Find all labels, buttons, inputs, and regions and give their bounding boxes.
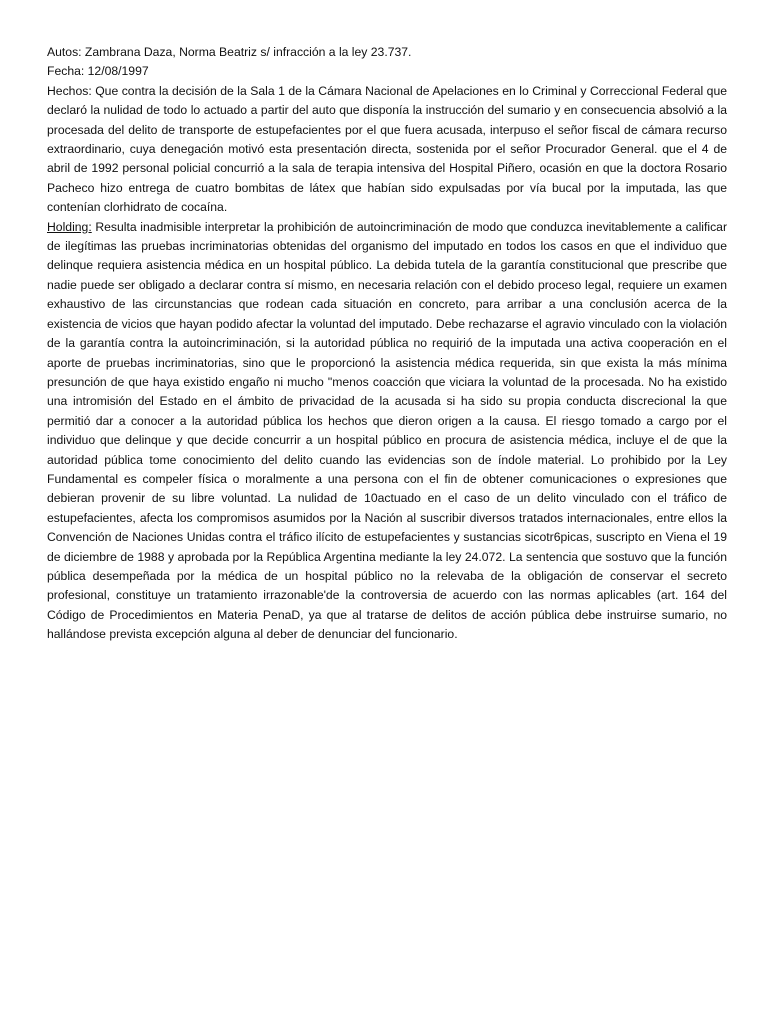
hechos-text: Que contra la decisión de la Sala 1 de la Cámara Nacional de Apelaciones en lo Criminal y Correccional Federal que declaró la nulidad de todo lo actuado a partir del auto que disponía la instrucción del sumario y en consecuencia absolvió a la procesada del delito de transporte de estupefacientes por el que fuera acusada, interpuso el señor fiscal de cámara recurso extraordinario, cuya denegación motivó esta presentación directa, sostenida por el señor Procurador General. que el 4 de abril de 1992 personal policial concurrió a la sala de terapia intensiva del Hospital Piñero, ocasión en que la doctora Rosario Pacheco hizo entrega de cuatro bombitas de látex que habían sido expulsadas por vía bucal por la imputada, las que contenían clorhidrato de cocaína. [47,83,727,215]
hechos-paragraph [47,82,727,218]
holding-label: Holding: [47,219,92,234]
autos-line: Autos: Zambrana Daza, Norma Beatriz s/ infracción a la ley 23.737. [47,45,412,59]
holding-text: Resulta inadmisible interpretar la prohibición de autoincriminación de modo que conduzca inevitablemente a calificar de ilegítimas las pruebas incriminatorias obtenidas del organismo del imputado en todos los casos en que el individuo que delinque requiera asistencia médica en un hospital público. La debida tutela de la garantía constitucional que prescribe que nadie puede ser obligado a declarar contra sí mismo, en necesaria relación con el debido proceso legal, requiere un examen exhaustivo de las circunstancias que rodean cada situación en concreto, para arribar a una conclusión acerca de la existencia de vicios que hayan podido afectar la voluntad del imputado. Debe rechazarse el agravio vinculado con la violación de la garantía contra la autoincriminación, si la autoridad pública no requirió de la imputada una activa cooperación en el aporte de pruebas incriminatorias, sino que le proporcionó la asistencia médica requerida, sin que exista la más mínima presunción de que haya existido engaño ni mucho "menos coacción que viciara la voluntad de la procesada. No ha existido una intromisión del Estado en el ámbito de privacidad de la acusada si ha sido su propia conducta discrecional la que permitió dar a conocer a la autoridad pública los hechos que dieron origen a la causa. El riesgo tomado a cargo por el individuo que delinque y que decide concurrir a un hospital público en procura de asistencia médica, incluye el de que la autoridad pública tome conocimiento del delito cuando las evidencias son de índole material. Lo prohibido por la Ley Fundamental es compeler física o moralmente a una persona con el fin de obtener comunicaciones o expresiones que debieran provenir de su libre voluntad. La nulidad de 10actuado en el caso de un delito vinculado con el tráfico de estupefacientes, afecta los compromisos asumidos por la Nación al suscribir diversos tratados internacionales, entre ellos la Convención de Naciones Unidas contra el tráfico ilícito de estupefacientes y sustancias sicotr6picas, suscripto en Viena el 19 de diciembre de 1988 y aprobada por la República Argentina mediante la ley 24.072. La sentencia que sostuvo que la función pública desempeñada por la médica de un hospital público no la relevaba de la obligación de conservar el secreto profesional, constituye un tratamiento irrazonable'de la controversia de acuerdo con las normas aplicables (art. 164 del Código de Procedimientos en Materia PenaD, ya que al tratarse de delitos de acción pública debe instruirse sumario, no hallándose prevista excepción alguna al deber de denunciar del funcionario. [47,219,728,642]
holding-paragraph [47,218,727,645]
document-page [47,43,727,645]
fecha-line: Fecha: 12/08/1997 [47,64,149,79]
hechos-label: Hechos: [47,83,92,98]
